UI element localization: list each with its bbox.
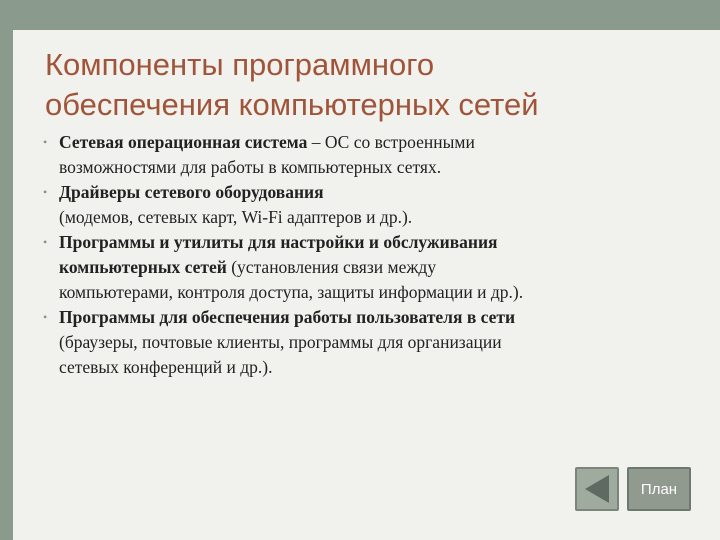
back-button[interactable]	[575, 467, 619, 511]
bullet-network-utilities	[43, 230, 703, 305]
bullet-line	[59, 280, 703, 305]
bullet-line	[59, 180, 703, 205]
bullet-dot: •	[43, 235, 48, 249]
bullet-text: компьютерами, контроля доступа, защиты информации и др.).	[59, 282, 524, 302]
bullet-dot: •	[43, 185, 48, 199]
bullet-network-os	[43, 130, 703, 180]
bullet-network-drivers	[43, 180, 703, 230]
slide	[13, 30, 720, 540]
bullet-text: – ОС со встроенными	[307, 132, 475, 152]
bullet-bold-text: Сетевая операционная система	[59, 132, 308, 152]
bullet-text: сетевых конференций и др.).	[59, 357, 273, 377]
bullet-line	[59, 130, 703, 155]
bullet-text: (установления связи между	[226, 257, 437, 277]
bullet-user-programs	[43, 305, 703, 380]
bullet-text: (браузеры, почтовые клиенты, программы для организации	[59, 332, 502, 352]
bullet-bold-text: Драйверы сетевого оборудования	[59, 182, 324, 202]
bullet-text: возможностями для работы в компьютерных сетях.	[59, 157, 442, 177]
slide-title-line-2: обеспечения компьютерных сетей	[45, 87, 539, 122]
plan-button[interactable]: План	[627, 467, 691, 511]
back-triangle-icon	[577, 469, 617, 509]
bullet-line	[59, 305, 703, 330]
bullet-bold-text: Программы для обеспечения работы пользователя в сети	[59, 307, 516, 327]
bullet-line	[59, 205, 703, 230]
slide-title-line-1: Компоненты программного	[45, 47, 435, 82]
bullet-line	[59, 330, 703, 355]
bullet-bold-text: компьютерных сетей	[59, 257, 227, 277]
bullet-text: (модемов, сетевых карт, Wi-Fi адаптеров и др.).	[59, 207, 413, 227]
bullet-list	[43, 130, 703, 380]
bullet-dot: •	[43, 310, 48, 324]
bullet-line	[59, 155, 703, 180]
bullet-dot: •	[43, 135, 48, 149]
bullet-line	[59, 255, 703, 280]
bullet-line	[59, 355, 703, 380]
bullet-line	[59, 230, 703, 255]
slide-title	[45, 45, 685, 125]
bullet-bold-text: Программы и утилиты для настройки и обслуживания	[59, 232, 498, 252]
